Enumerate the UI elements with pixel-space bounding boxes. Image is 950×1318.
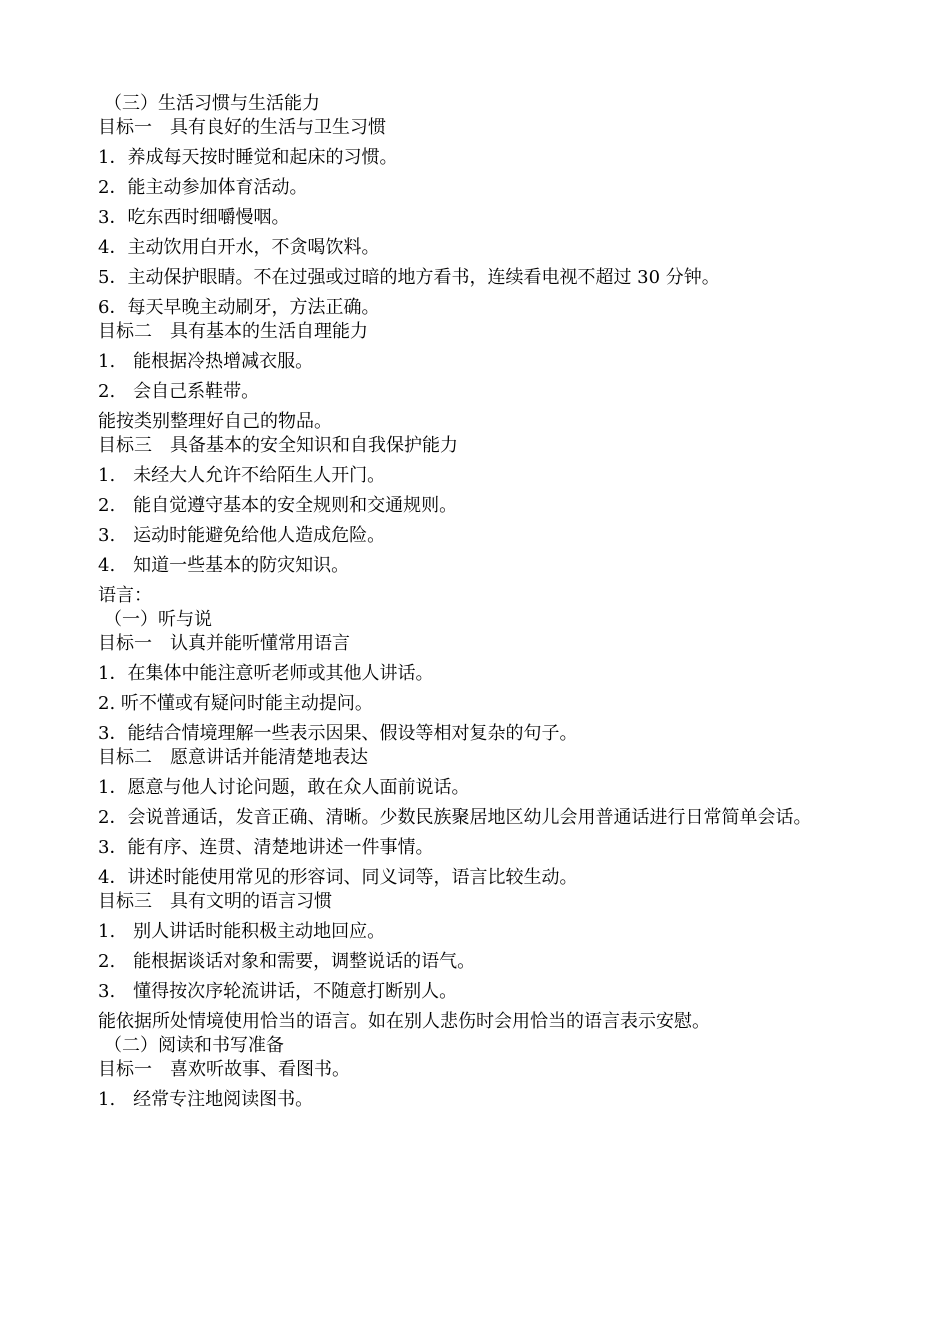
paragraph: 能按类别整理好自己的物品。 — [98, 411, 332, 432]
goal-heading: 目标一 喜欢听故事、看图书。 — [98, 1059, 350, 1080]
list-item: 3．能有序、连贯、清楚地讲述一件事情。 — [98, 837, 434, 858]
paragraph: 能依据所处情境使用恰当的语言。如在别人悲伤时会用恰当的语言表示安慰。 — [98, 1011, 710, 1032]
goal-heading: 目标三 具有文明的语言习惯 — [98, 891, 332, 912]
subsection-heading: （一）听与说 — [104, 609, 212, 630]
list-item: 2．能主动参加体育活动。 — [98, 177, 308, 198]
list-item: 3. 运动时能避免给他人造成危险。 — [98, 525, 386, 546]
list-item: 1. 未经大人允许不给陌生人开门。 — [98, 465, 386, 486]
list-item: 4．主动饮用白开水，不贪喝饮料。 — [98, 237, 380, 258]
section-heading-habits: （三）生活习惯与生活能力 — [104, 93, 320, 114]
list-item: 5．主动保护眼睛。不在过强或过暗的地方看书，连续看电视不超过 30 分钟。 — [98, 267, 720, 288]
document-page — [98, 92, 868, 1112]
list-item: 1．在集体中能注意听老师或其他人讲话。 — [98, 663, 434, 684]
list-item: 3．吃东西时细嚼慢咽。 — [98, 207, 290, 228]
list-item: 2. 会自己系鞋带。 — [98, 381, 260, 402]
goal-heading: 目标一 具有良好的生活与卫生习惯 — [98, 117, 386, 138]
list-item: 2. 能自觉遵守基本的安全规则和交通规则。 — [98, 495, 458, 516]
goal-heading: 目标一 认真并能听懂常用语言 — [98, 633, 350, 654]
list-item: 1．愿意与他人讨论问题，敢在众人面前说话。 — [98, 777, 470, 798]
subsection-heading: （二）阅读和书写准备 — [104, 1035, 284, 1056]
goal-heading: 目标三 具备基本的安全知识和自我保护能力 — [98, 435, 458, 456]
goal-heading: 目标二 愿意讲话并能清楚地表达 — [98, 747, 368, 768]
list-item: 1. 经常专注地阅读图书。 — [98, 1089, 314, 1110]
list-item: 4. 知道一些基本的防灾知识。 — [98, 555, 350, 576]
list-item: 1. 别人讲话时能积极主动地回应。 — [98, 921, 386, 942]
list-item: 3．能结合情境理解一些表示因果、假设等相对复杂的句子。 — [98, 723, 578, 744]
list-item: 2. 能根据谈话对象和需要，调整说话的语气。 — [98, 951, 476, 972]
list-item: 1．养成每天按时睡觉和起床的习惯。 — [98, 147, 398, 168]
list-item: 3. 懂得按次序轮流讲话，不随意打断别人。 — [98, 981, 458, 1002]
list-item: 2．会说普通话，发音正确、清晰。少数民族聚居地区幼儿会用普通话进行日常简单会话。 — [98, 807, 812, 828]
goal-heading: 目标二 具有基本的生活自理能力 — [98, 321, 368, 342]
list-item: 6．每天早晚主动刷牙，方法正确。 — [98, 297, 380, 318]
list-item: 1. 能根据冷热增减衣服。 — [98, 351, 314, 372]
list-item: 4．讲述时能使用常见的形容词、同义词等，语言比较生动。 — [98, 867, 578, 888]
section-heading-language: 语言： — [98, 585, 152, 606]
list-item: 2. 听不懂或有疑问时能主动提问。 — [98, 693, 373, 714]
